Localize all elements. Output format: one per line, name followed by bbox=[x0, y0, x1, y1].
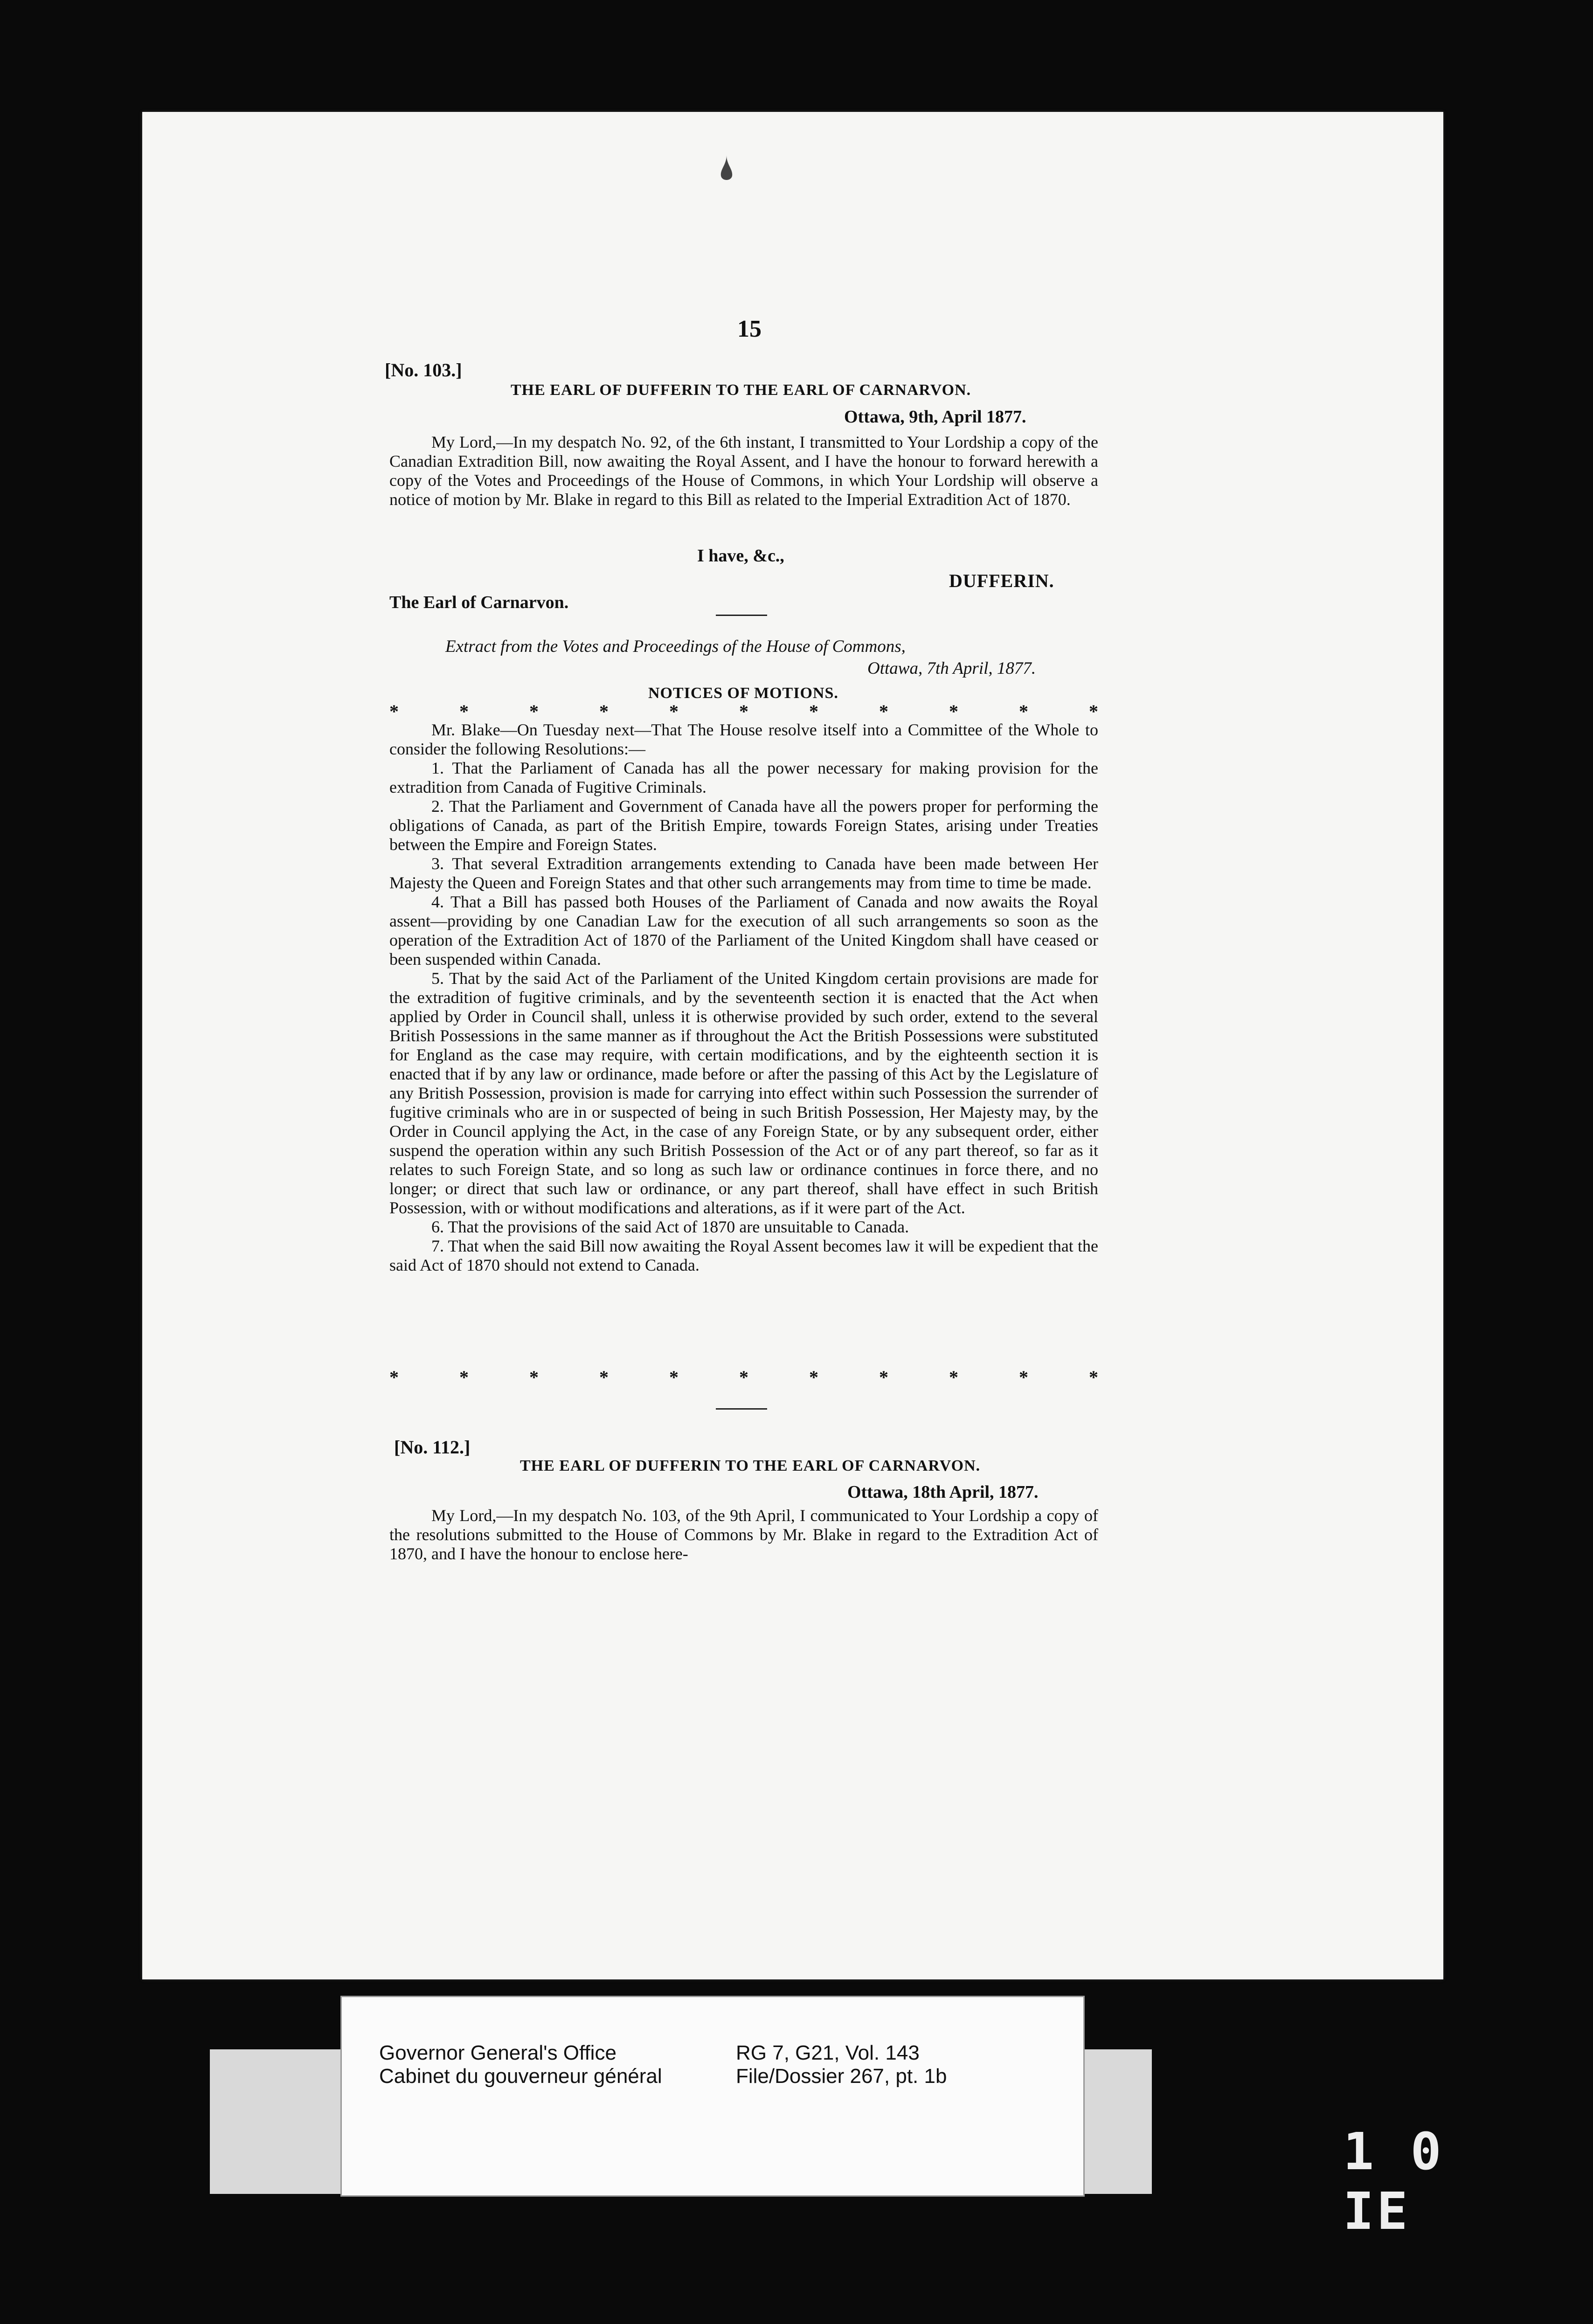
letter-paragraph: My Lord,—In my despatch No. 92, of the 6th instant, I transmitted to Your Lordship a copy of the Canadian Extradition Bill, now awaiting the Royal Assent, and I have the honour to forward herewith a copy of the Votes and Proceedings of the House of Commons, in which Your Lordship will observe a notice of motion by Mr. Blake in regard to this Bill as related to the Imperial Extradition Act of 1870. bbox=[389, 433, 1098, 509]
extract-dateline: Ottawa, 7th April, 1877. bbox=[867, 659, 1036, 678]
office-name-fr: Cabinet du gouverneur général bbox=[379, 2065, 662, 2088]
signature: DUFFERIN. bbox=[949, 570, 1054, 591]
ink-drop-mark bbox=[718, 155, 735, 181]
file-reference: File/Dossier 267, pt. 1b bbox=[736, 2065, 947, 2088]
letter-heading-2: THE EARL OF DUFFERIN TO THE EARL OF CARNARVON. bbox=[520, 1457, 981, 1474]
asterisk-row-bottom: * * * * * * * * * * * bbox=[389, 1367, 1098, 1388]
letter-paragraph: My Lord,—In my despatch No. 103, of the 9th April, I communicated to Your Lordship a copy of the resolutions submitted to the House of Commons by Mr. Blake in regard to the Extradition Act of 1870, and I have the honour to enclose here- bbox=[389, 1506, 1098, 1563]
asterisk-row-top: * * * * * * * * * * * bbox=[389, 701, 1098, 722]
microfilm-mark: 1 0 IE bbox=[1343, 2122, 1444, 2241]
motion-intro: Mr. Blake—On Tuesday next—That The House resolve itself into a Committee of the Whole to consider the following Resolutions:— bbox=[389, 720, 1098, 758]
letter-heading-1: THE EARL OF DUFFERIN TO THE EARL OF CARNARVON. bbox=[511, 381, 971, 399]
notices-heading: NOTICES OF MOTIONS. bbox=[648, 685, 838, 702]
resolution-6: 6. That the provisions of the said Act of 1870 are unsuitable to Canada. bbox=[431, 1217, 909, 1236]
resolution-1: 1. That the Parliament of Canada has all the power necessary for making provision for the extradition from Canada of Fugitive Criminals. bbox=[389, 759, 1098, 796]
archive-reference-label bbox=[340, 1996, 1085, 2197]
page-number: 15 bbox=[737, 316, 762, 342]
addressee: The Earl of Carnarvon. bbox=[389, 593, 569, 612]
document-page bbox=[142, 112, 1443, 1979]
document-number-112: [No. 112.] bbox=[394, 1437, 471, 1458]
resolution-5: 5. That by the said Act of the Parliament of the United Kingdom certain provisions are made for the extradition of fugitive criminals, and by the seventeenth section it is enacted that the Act when applied by Order in Council shall, unless it is otherwise provided by such order, extend to the several British Possessions in the same manner as if throughout the Act the British Possessions were substituted for England as the case may require, with certain modifications, and by the eighteenth section it is enacted that if by any law or ordinance, made before or after the passing of this Act by the Legislature of any British Possession, provision is made for carrying into effect within such Possession the surrender of fugitive criminals who are in or suspected of being in such British Possession, Her Majesty may, by the Order in Council applying the Act, in the case of any Foreign State, or by any subsequent order, either suspend the operation within any such British Possession of the Act or of any part thereof, so far as it relates to such Foreign State, and so long as such law or ordinance continues in force there, and no longer; or direct that such law or ordinance, or any part thereof, shall have effect in such British Possession, with or without modifications and alterations, as if it were part of the Act. bbox=[389, 969, 1098, 1217]
document-number-103: [No. 103.] bbox=[385, 360, 462, 380]
record-group-reference: RG 7, G21, Vol. 143 bbox=[736, 2041, 920, 2064]
resolution-2: 2. That the Parliament and Government of Canada have all the powers proper for performing the obligations of Canada, as part of the British Empire, towards Foreign States, arising under Treaties between the Empire and Foreign States. bbox=[389, 797, 1098, 854]
resolution-3: 3. That several Extradition arrangements extending to Canada have been made between Her Majesty the Queen and Foreign States and that other such arrangements may from time to time be made. bbox=[389, 854, 1098, 892]
resolution-7: 7. That when the said Bill now awaiting the Royal Assent becomes law it will be expedient that the said Act of 1870 should not extend to Canada. bbox=[389, 1237, 1098, 1274]
extract-title: Extract from the Votes and Proceedings of the House of Commons, bbox=[445, 637, 906, 656]
letter-body-2 bbox=[389, 1506, 1098, 1563]
divider bbox=[716, 1408, 767, 1410]
divider bbox=[716, 615, 767, 616]
letter-body-1 bbox=[389, 433, 1098, 509]
closing: I have, &c., bbox=[697, 546, 784, 566]
resolution-4: 4. That a Bill has passed both Houses of the Parliament of Canada and now awaits the Royal assent—providing by one Canadian Law for the execution of all such arrangements so soon as the operation of the Extradition Act of 1870 of the Parliament of the United Kingdom shall have ceased or been suspended within Canada. bbox=[389, 892, 1098, 968]
office-name-en: Governor General's Office bbox=[379, 2041, 616, 2064]
dateline-1: Ottawa, 9th, April 1877. bbox=[844, 407, 1026, 427]
resolutions-body bbox=[389, 720, 1098, 1275]
dateline-2: Ottawa, 18th April, 1877. bbox=[847, 1482, 1039, 1502]
